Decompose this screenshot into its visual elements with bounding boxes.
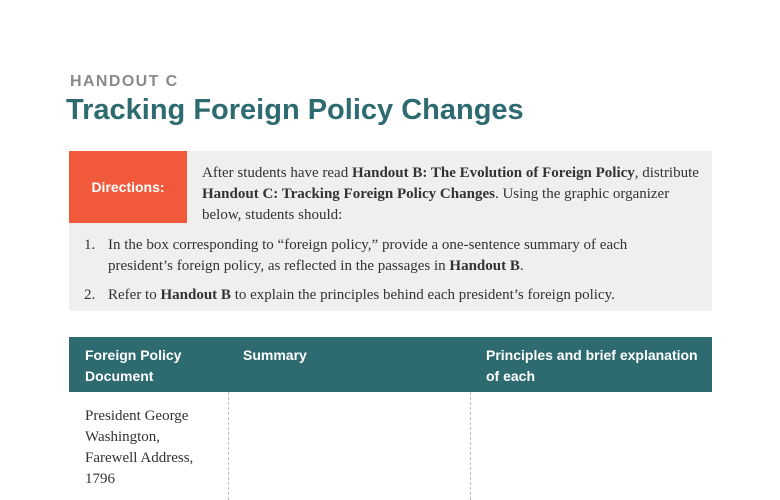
step-text: In the box corresponding to “foreign policy,” provide a one-sentence summary of each president’s foreign policy, as reflected in the passages in <box>108 237 628 274</box>
directions-steps <box>84 235 684 314</box>
step-number: 2. <box>84 287 96 303</box>
column-divider <box>470 392 471 500</box>
intro-handout-b-title: Handout B: The Evolution of Foreign Policy <box>351 165 635 181</box>
column-header-document: Foreign Policy Document <box>85 347 182 384</box>
step-item <box>84 285 684 306</box>
column-header-principles: Principles and brief explanation of each <box>486 347 698 384</box>
step-text: Refer to <box>108 287 161 303</box>
step-item <box>84 235 684 277</box>
column-divider <box>228 392 229 500</box>
intro-text: After students have read <box>202 165 352 181</box>
handout-label: HANDOUT C <box>70 73 179 90</box>
page-title: Tracking Foreign Policy Changes <box>66 94 524 126</box>
directions-intro <box>202 163 702 226</box>
directions-label: Directions: <box>69 151 187 223</box>
step-handout-ref: Handout B <box>160 287 231 303</box>
organizer-table-header <box>69 337 712 392</box>
row-document-label: President George Washington, Farewell Address, 1796 <box>85 408 194 487</box>
intro-handout-c-title: Handout C: Tracking Foreign Policy Changes <box>202 186 495 202</box>
step-handout-ref: Handout B <box>449 258 520 274</box>
step-number: 1. <box>84 237 96 253</box>
step-text: to explain the principles behind each president’s foreign policy. <box>230 287 615 303</box>
intro-text: , distribute <box>634 165 699 181</box>
column-header-summary: Summary <box>243 347 307 363</box>
step-text: . <box>519 258 524 274</box>
intro-text: . Using the graphic organizer below, students should: <box>202 186 670 223</box>
organizer-table-body <box>69 392 712 500</box>
